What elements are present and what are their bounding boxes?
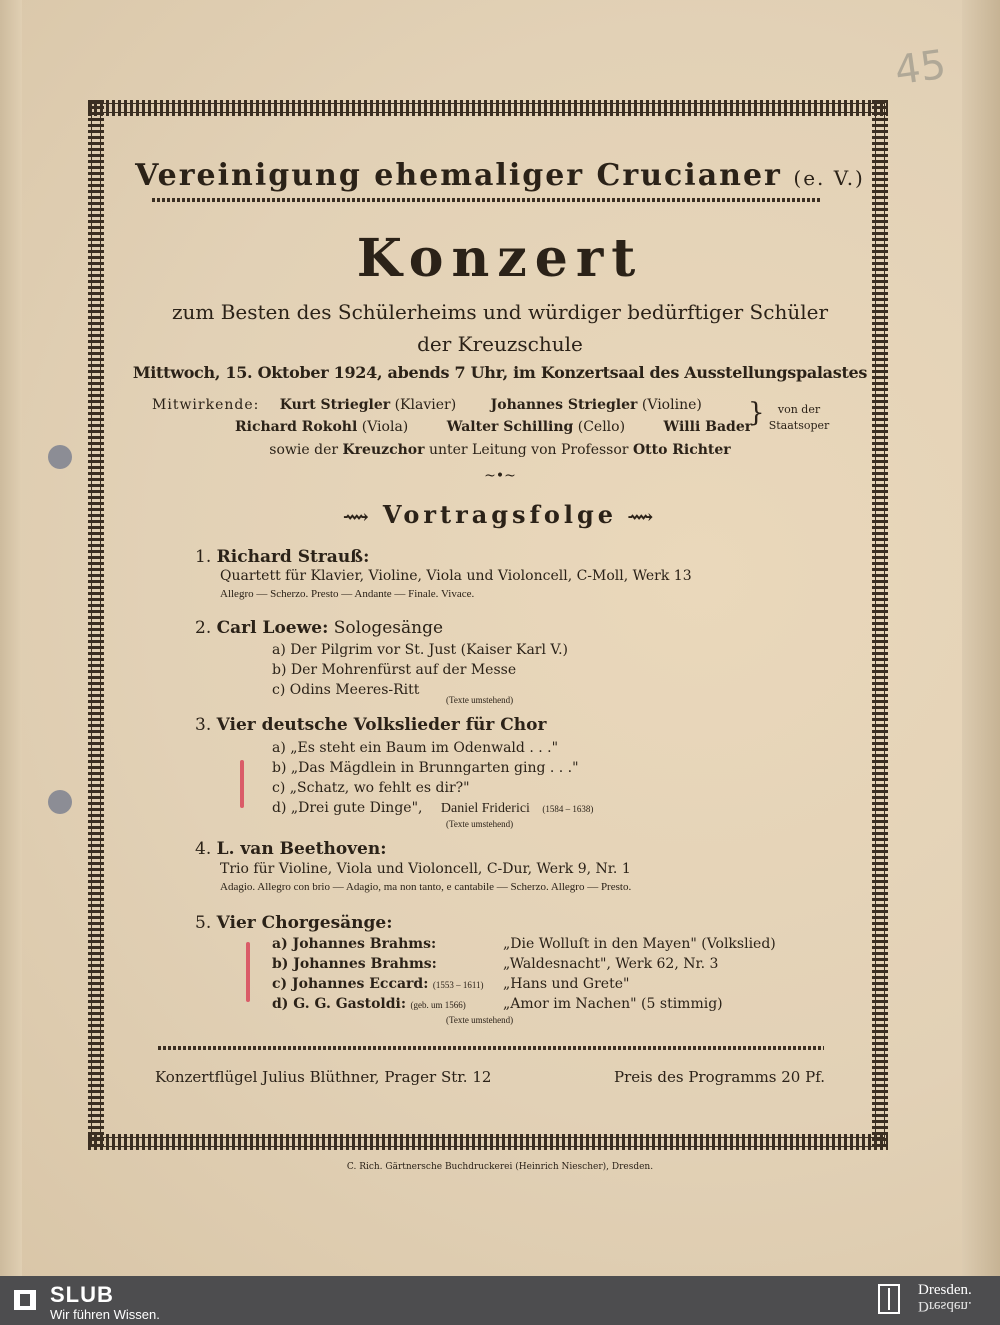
item5-d: d) G. G. Gastoldi: (geb. um 1566) xyxy=(272,996,466,1012)
item4-movements: Adagio. Allegro con brio — Adagio, ma non tanto, e cantabile — Scherzo. Allegro — Presto. xyxy=(220,881,632,893)
date-line: Mittwoch, 15. Oktober 1924, abends 7 Uhr, im Konzertsaal des Ausstellungspalastes xyxy=(132,363,868,382)
item4-work: Trio für Violine, Viola und Violoncell, C-Dur, Werk 9, Nr. 1 xyxy=(220,861,631,877)
subtitle-line2: der Kreuzschule xyxy=(417,332,583,356)
item3-b: b) „Das Mägdlein in Brunngarten ging . . ." xyxy=(272,760,579,776)
bottom-rule xyxy=(158,1046,824,1050)
performers-row2: Richard Rokohl (Viola) Walter Schilling (Cello) Willi Bader xyxy=(235,419,753,435)
item2-b: b) Der Mohrenfürst auf der Messe xyxy=(272,662,517,678)
punch-hole xyxy=(48,790,72,814)
price-note: Preis des Programms 20 Pf. xyxy=(613,1068,825,1086)
dresden-coat-of-arms-icon xyxy=(878,1284,900,1314)
item1-work: Quartett für Klavier, Violine, Viola und Violoncell, C-Moll, Werk 13 xyxy=(220,568,692,584)
staatsoper-note: von der Staatsoper xyxy=(768,403,830,432)
header-rule xyxy=(152,198,822,202)
pencil-note: 45 xyxy=(892,41,949,95)
item2-a: a) Der Pilgrim vor St. Just (Kaiser Karl V.) xyxy=(272,642,568,658)
dresden-logo-text: Dresden. Dresden. xyxy=(918,1282,972,1314)
society-name: Vereinigung ehemaliger Crucianer (e. V.) xyxy=(135,158,865,193)
item2-note: (Texte umstehend) xyxy=(446,695,514,705)
item5-d-title: „Amor im Nachen" (5 stimmig) xyxy=(503,996,723,1012)
bracket: } xyxy=(748,398,765,428)
concert-title: Konzert xyxy=(356,228,644,289)
item5-a: a) Johannes Brahms: xyxy=(272,936,437,952)
printer-credit: C. Rich. Gärtnersche Buchdruckerei (Heinrich Niescher), Dresden. xyxy=(346,1162,654,1172)
performers-row1: Mitwirkende: Kurt Striegler (Klavier) Johannes Striegler (Violine) xyxy=(152,397,702,413)
item5-c: c) Johannes Eccard: (1553 – 1611) xyxy=(272,976,484,992)
program-item-2: 2. Carl Loewe: Sologesänge xyxy=(195,618,444,638)
ornamental-border-top xyxy=(88,100,888,116)
slub-footer-bar xyxy=(0,1276,1000,1325)
slub-slogan: Wir führen Wissen. xyxy=(50,1307,160,1322)
divider: ~•~ xyxy=(484,468,516,484)
choir-line: sowie der Kreuzchor unter Leitung von Professor Otto Richter xyxy=(269,442,731,458)
program-item-4: 4. L. van Beethoven: xyxy=(195,839,387,859)
item3-note: (Texte umstehend) xyxy=(446,819,514,829)
ornamental-border-bottom xyxy=(88,1134,888,1150)
item3-c: c) „Schatz, wo fehlt es dir?" xyxy=(272,780,470,796)
performers-label: Mitwirkende: xyxy=(152,397,260,413)
slub-logo-icon xyxy=(14,1290,36,1310)
item5-note: (Texte umstehend) xyxy=(446,1015,514,1025)
program-item-1: 1. Richard Strauß: xyxy=(195,547,370,567)
item5-b-title: „Waldesnacht", Werk 62, Nr. 3 xyxy=(503,956,719,972)
item5-b: b) Johannes Brahms: xyxy=(272,956,437,972)
subtitle-line1: zum Besten des Schülerheims und würdiger bedürftiger Schüler xyxy=(171,300,829,324)
item3-d: d) „Drei gute Dinge", Daniel Friderici (1584 – 1638) xyxy=(272,800,594,816)
item1-movements: Allegro — Scherzo. Presto — Andante — Finale. Vivace. xyxy=(220,588,475,600)
piano-note: Konzertflügel Julius Blüthner, Prager Str. 12 xyxy=(155,1068,492,1086)
program-heading: ⟿ Vortragsfolge ⟿ xyxy=(342,500,658,529)
item5-c-title: „Hans und Grete" xyxy=(503,976,630,992)
red-pencil-mark xyxy=(240,760,244,808)
item2-c: c) Odins Meeres-Ritt xyxy=(272,682,420,698)
slub-logo-text: SLUB xyxy=(50,1282,114,1307)
program-item-5: 5. Vier Chorgesänge: xyxy=(195,913,393,933)
item3-a: a) „Es steht ein Baum im Odenwald . . ." xyxy=(272,740,559,756)
program-item-3: 3. Vier deutsche Volkslieder für Chor xyxy=(195,715,547,735)
red-pencil-mark xyxy=(246,942,250,1002)
item5-a-title: „Die Wolluſt in den Mayen" (Volkslied) xyxy=(503,936,776,952)
